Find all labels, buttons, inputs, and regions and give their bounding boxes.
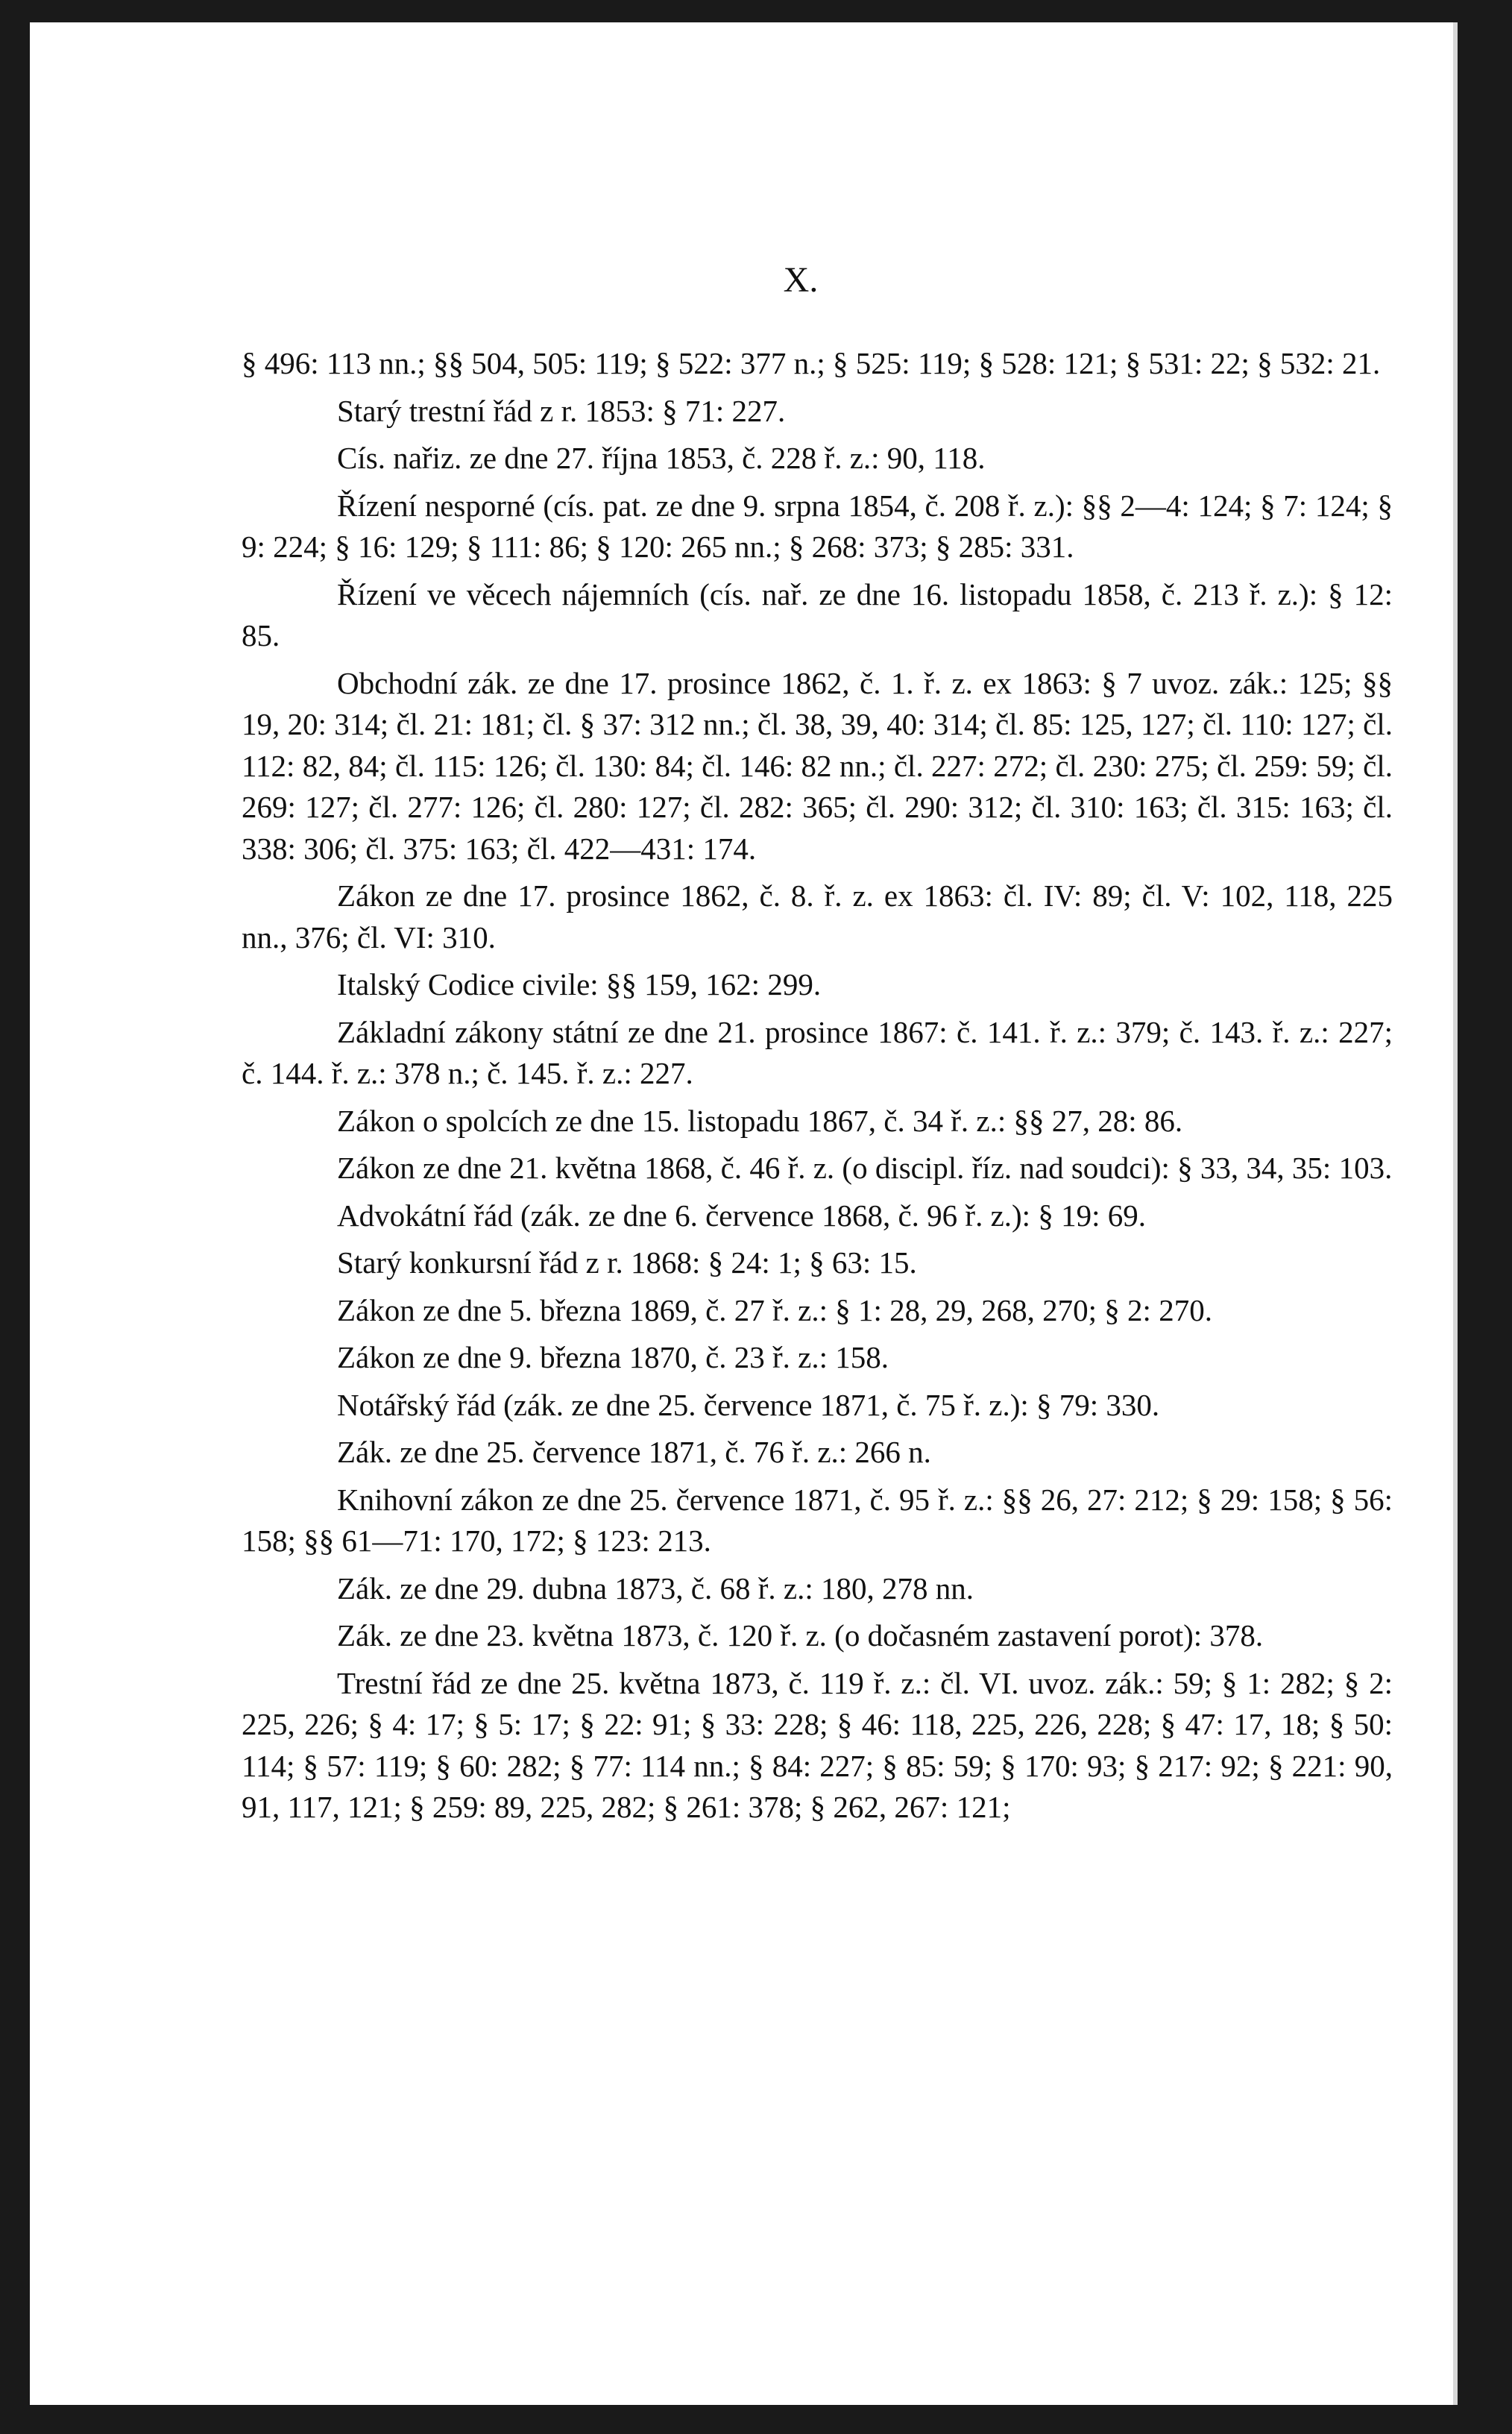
index-entry: Zákon ze dne 21. května 1868, č. 46 ř. z. (o discipl. říz. nad soudci): § 33, 34, 35: 103. — [337, 1151, 1393, 1185]
page-number: X. — [783, 260, 819, 300]
index-entry: Zák. ze dne 29. dubna 1873, č. 68 ř. z.: 180, 278 nn. — [337, 1570, 974, 1606]
index-entry: Zák. ze dne 25. července 1871, č. 76 ř. z.: 266 n. — [337, 1435, 931, 1469]
index-entry: Obchodní zák. ze dne 17. prosince 1862, č. 1. ř. z. ex 1863: § 7 uvoz. zák.: 125; §§ 19, 20: 314; čl. 21: 181; čl. § 37: 312 nn.; čl. 38, 39, 40: 314; čl. 85: 125, 127; čl. 110: 127; čl. 112: 82, 84; čl. 115: 126; čl. 130: 84; čl. 146: 82 nn.; čl. 227: 272; čl. 230: 275; čl. 259: 59; čl. 269: 127; čl. 277: 126; čl. 280: 127; čl. 282: 365; čl. 290: 312; čl. 310: 163; čl. 315: 163; čl. 338: 306; čl. 375: 163; čl. 422—431: 174. — [242, 665, 1393, 866]
index-entry: Zákon ze dne 9. března 1870, č. 23 ř. z.: 158. — [337, 1340, 889, 1374]
index-entry: Notářský řád (zák. ze dne 25. července 1871, č. 75 ř. z.): § 79: 330. — [337, 1387, 1160, 1422]
index-entry: Advokátní řád (zák. ze dne 6. července 1868, č. 96 ř. z.): § 19: 69. — [337, 1198, 1146, 1233]
index-entry: Zák. ze dne 23. května 1873, č. 120 ř. z. (o dočasném zastavení porot): 378. — [337, 1618, 1264, 1652]
index-entry: Řízení ve věcech nájemních (cís. nař. ze dne 16. listopadu 1858, č. 213 ř. z.): § 12: 85. — [242, 576, 1393, 652]
index-entry: Zákon ze dne 17. prosince 1862, č. 8. ř. z. ex 1863: čl. IV: 89; čl. V: 102, 118, 225 nn., 376; čl. VI: 310. — [242, 878, 1393, 955]
index-entry: Knihovní zákon ze dne 25. července 1871, č. 95 ř. z.: §§ 26, 27: 212; § 29: 158; § 56: 158; §§ 61—71: 170, 172; § 123: 213. — [242, 1482, 1393, 1558]
index-entry: Řízení nesporné (cís. pat. ze dne 9. srpna 1854, č. 208 ř. z.): §§ 2—4: 124; § 7: 124; § 9: 224; § 16: 129; § 111: 86; § 120: 265 nn.; § 268: 373; § 285: 331. — [242, 488, 1393, 564]
index-entry: Italský Codice civile: §§ 159, 162: 299. — [337, 967, 822, 1001]
scanned-page — [30, 22, 1458, 2405]
index-entry: Cís. nařiz. ze dne 27. října 1853, č. 228 ř. z.: 90, 118. — [337, 441, 986, 475]
index-entry: Zákon o spolcích ze dne 15. listopadu 1867, č. 34 ř. z.: §§ 27, 28: 86. — [337, 1103, 1183, 1138]
index-entry: Starý konkursní řád z r. 1868: § 24: 1; § 63: 15. — [337, 1245, 917, 1280]
index-list — [242, 343, 1393, 1834]
index-entry: Základní zákony státní ze dne 21. prosince 1867: č. 141. ř. z.: 379; č. 143. ř. z.: 227; č. 144. ř. z.: 378 n.; č. 145. ř. z.: 227. — [242, 1014, 1393, 1090]
index-entry: Trestní řád ze dne 25. května 1873, č. 119 ř. z.: čl. VI. uvoz. zák.: 59; § 1: 282; § 2: 225, 226; § 4: 17; § 5: 17; § 22: 91; § 33: 228; § 46: 118, 225, 226, 228; § 47: 17, 18; § 50: 114; § 57: 119; § 60: 282; § 77: 114 nn.; § 84: 227; § 85: 59; § 170: 93; § 217: 92; § 221: 90, 91, 117, 121; § 259: 89, 225, 282; § 261: 378; § 262, 267: 121; — [242, 1665, 1393, 1824]
index-entry: Starý trestní řád z r. 1853: § 71: 227. — [337, 393, 786, 428]
index-entry: Zákon ze dne 5. března 1869, č. 27 ř. z.: § 1: 28, 29, 268, 270; § 2: 270. — [337, 1292, 1212, 1327]
index-entry: § 496: 113 nn.; §§ 504, 505: 119; § 522: 377 n.; § 525: 119; § 528: 121; § 531: 22; § 532: 21. — [242, 346, 1381, 380]
